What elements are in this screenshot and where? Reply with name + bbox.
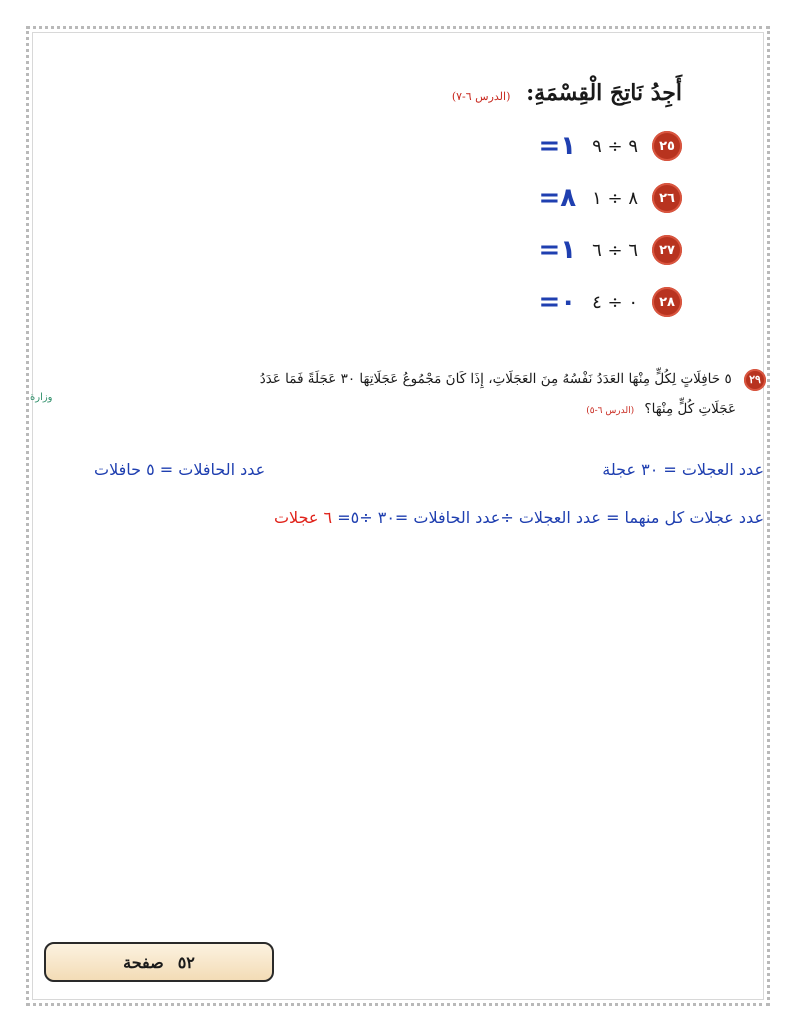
- exercise-expression: ٩ ÷ ٩: [592, 135, 638, 157]
- watermark-text: وزارة: [30, 392, 53, 403]
- word-problem-line: [36, 394, 766, 426]
- exercise-number-badge: ٢٧: [652, 235, 682, 265]
- exercise-answer: ٨=: [538, 183, 577, 213]
- section-heading: [452, 80, 682, 106]
- lesson-reference: (الدرس ٦-٧): [451, 90, 511, 103]
- page-label: صفحة: [123, 952, 164, 972]
- problem-text-line2: عَجَلَاتِ كُلٍّ مِنْهَا؟: [644, 401, 736, 417]
- buses-total-answer: عدد الحافلات = ٥ حافلات: [94, 460, 266, 479]
- exercise-number-badge: ٢٥: [652, 131, 682, 161]
- problem-lesson-reference: (الدرس ٦-٥): [586, 406, 635, 416]
- exercise-row: [538, 180, 682, 216]
- exercise-answer: ١=: [538, 235, 577, 265]
- word-problem: [36, 364, 766, 426]
- section-title: أَجِدُ نَاتِجَ الْقِسْمَةِ:: [526, 80, 682, 106]
- exercise-number-badge: ٢٨: [652, 287, 682, 317]
- exercise-expression: ٦ ÷ ٦: [592, 239, 638, 261]
- wheels-total-answer: عدد العجلات = ٣٠ عجلة: [602, 460, 764, 479]
- page-number: ٥٢: [177, 952, 195, 972]
- solution-result: ٦ عجلات: [273, 508, 338, 527]
- exercise-answer: ٠=: [538, 287, 577, 317]
- solution-blue-part: عدد عجلات كل منهما = عدد العجلات ÷عدد الحافلات =٣٠ ÷٥=: [337, 508, 764, 527]
- word-problem-line: [36, 364, 766, 394]
- exercise-row: [538, 284, 682, 320]
- solution-answer: [274, 508, 764, 527]
- page-number-badge: [44, 942, 274, 982]
- exercise-row: [538, 232, 682, 268]
- exercise-answer: ١=: [538, 131, 577, 161]
- problem-number-badge: ٢٩: [744, 369, 766, 391]
- exercise-number-badge: ٢٦: [652, 183, 682, 213]
- exercise-expression: ٠ ÷ ٤: [592, 291, 638, 313]
- problem-text-line1: ٥ حَافِلَاتٍ لِكُلٍّ مِنْهَا العَدَدُ نَفْسُهُ مِنَ العَجَلَاتِ، إِذَا كَانَ مَجْمُوعُ عَجَلَاتِهَا ٣٠ عَجَلَةً فَمَا عَدَدُ: [259, 371, 732, 387]
- exercise-expression: ٨ ÷ ١: [592, 187, 638, 209]
- exercise-row: [538, 128, 682, 164]
